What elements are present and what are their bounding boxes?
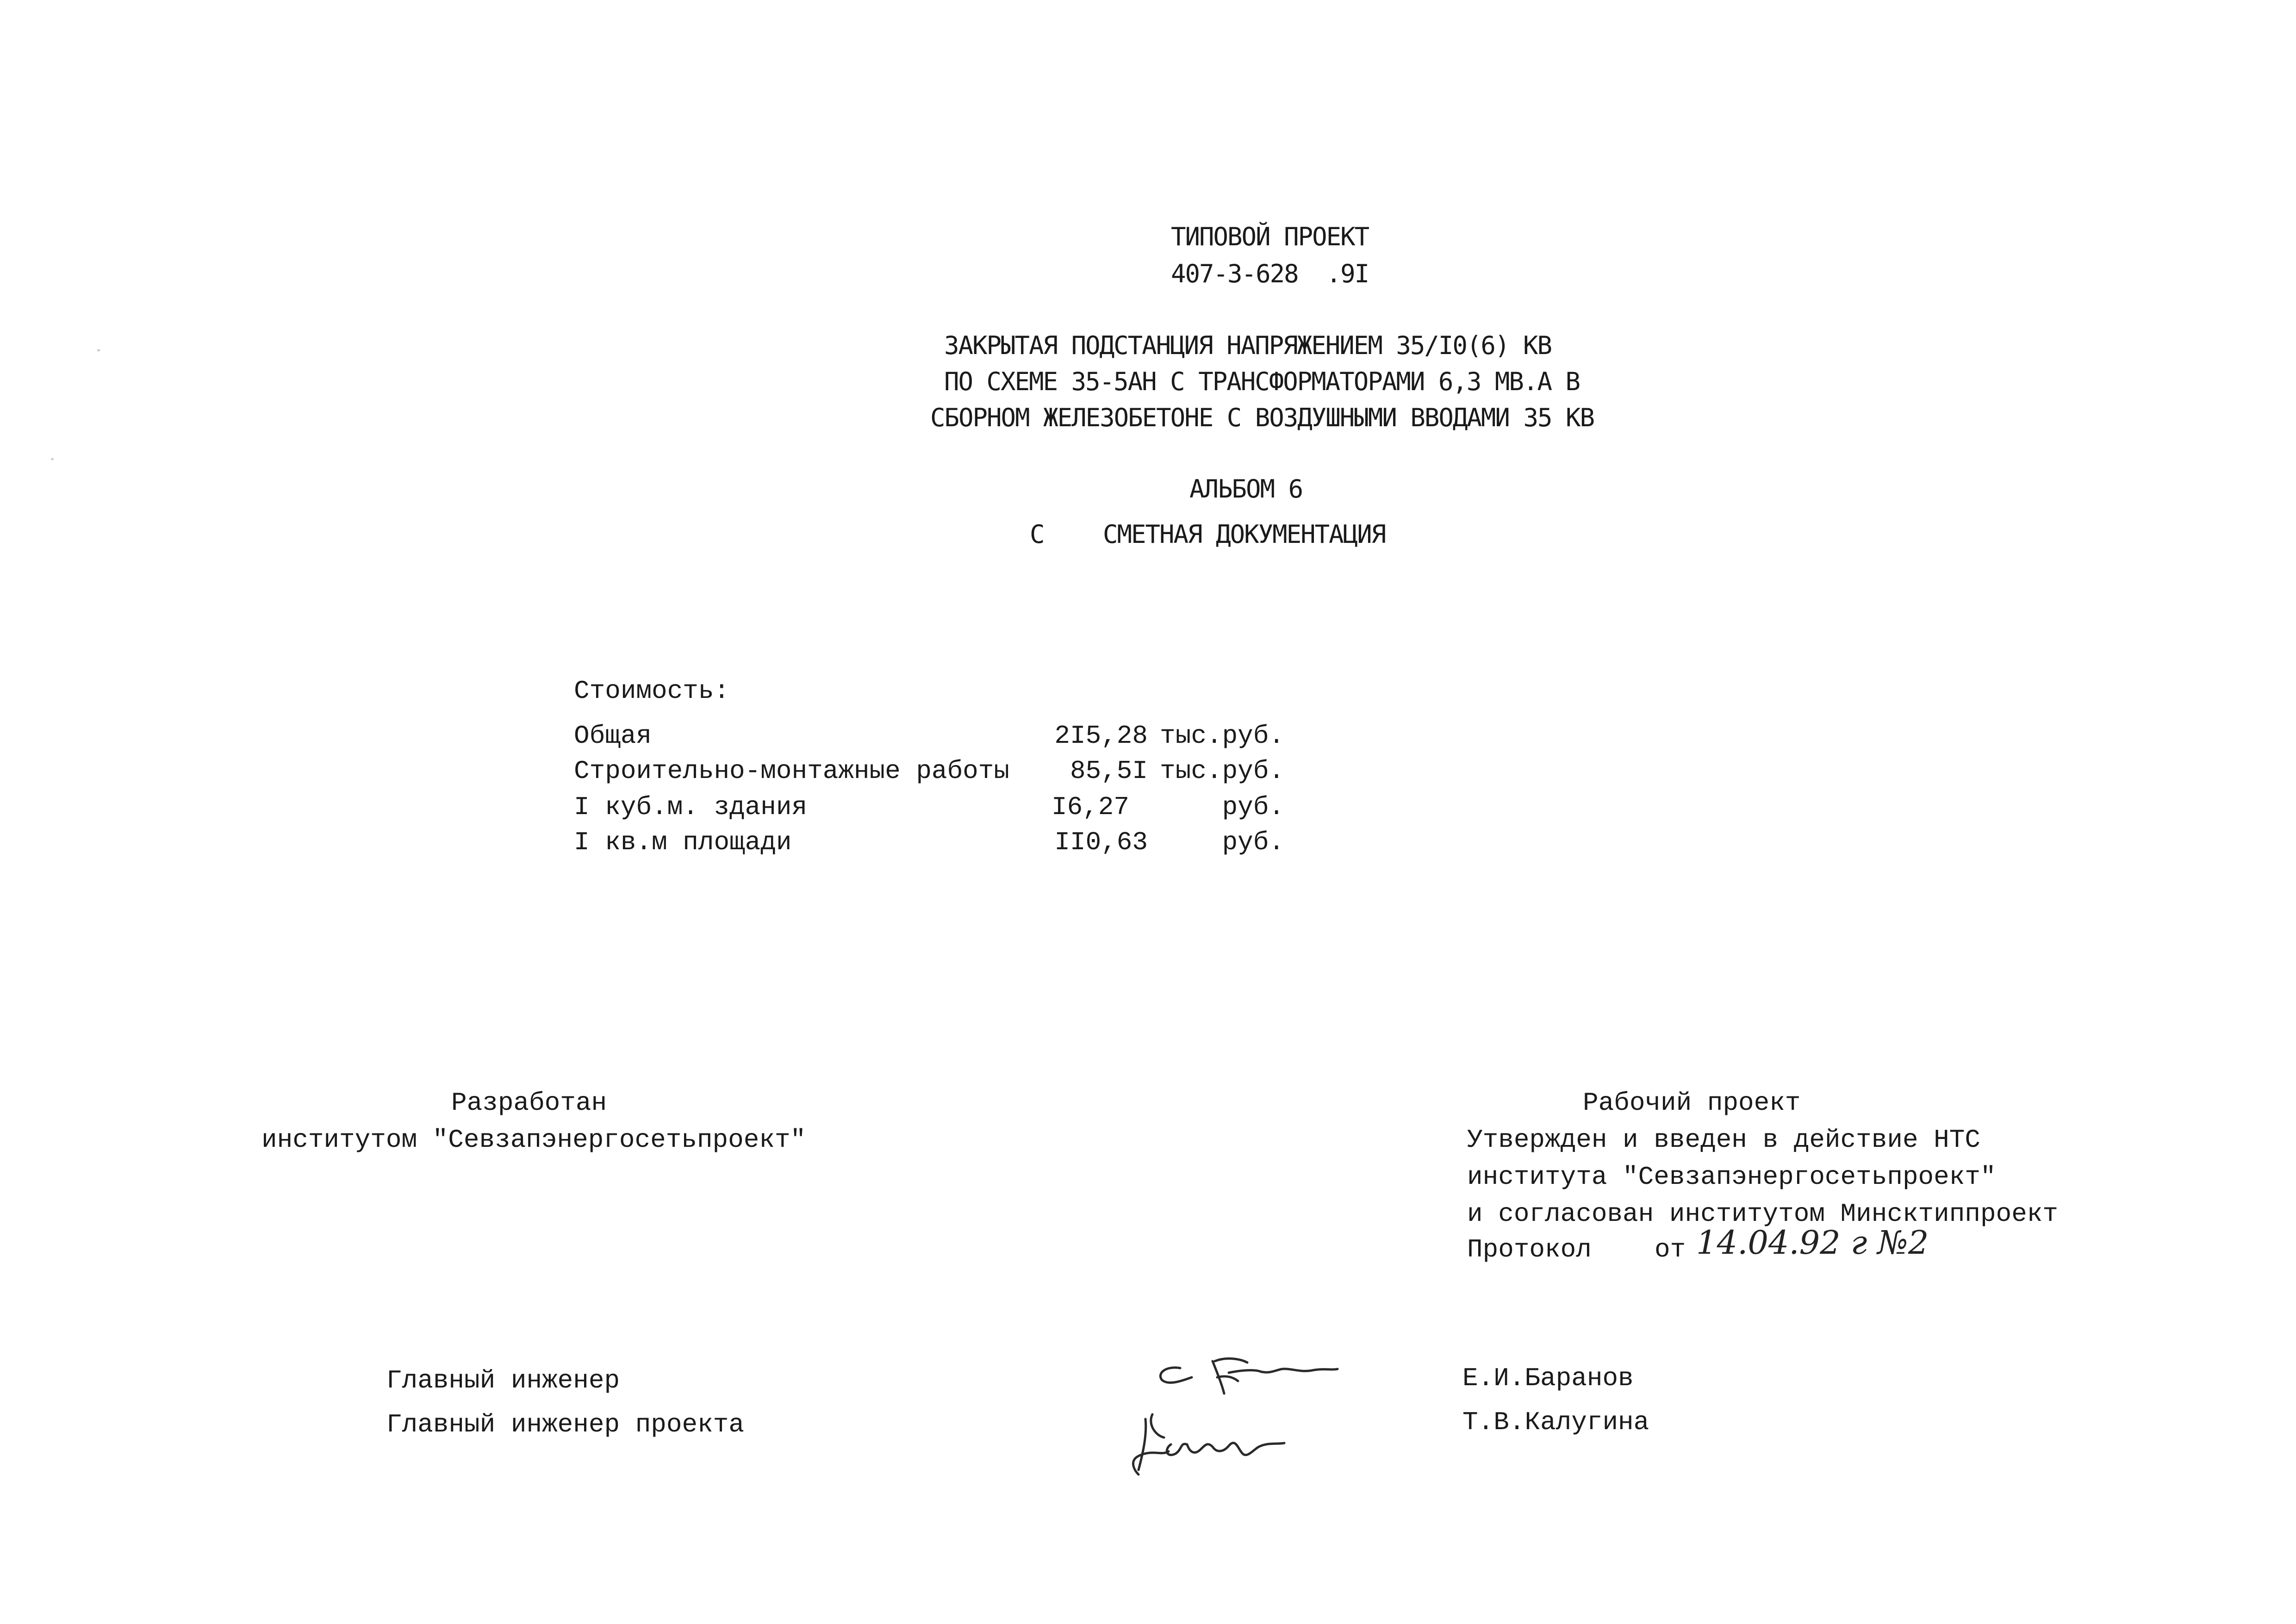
- cost-label: Общая: [574, 721, 652, 751]
- title-line-3: СБОРНОМ ЖЕЛЕЗОБЕТОНЕ С ВОЗДУШНЫМИ ВВОДАМИ 35 КВ: [930, 403, 1594, 432]
- approval-title: Рабочий проект: [1583, 1088, 1801, 1118]
- signature-role: Главный инженер: [386, 1366, 620, 1395]
- protocol-from: от: [1655, 1235, 1686, 1264]
- signature-name: Е.И.Баранов: [1462, 1363, 1634, 1393]
- cost-label: I кв.м площади: [574, 828, 792, 857]
- protocol-label: Протокол: [1467, 1235, 1592, 1264]
- developer-label: Разработан: [451, 1088, 607, 1118]
- signature-image: [1120, 1388, 1287, 1487]
- album-number: АЛЬБОМ 6: [1189, 474, 1303, 504]
- signature-role: Главный инженер проекта: [386, 1410, 744, 1439]
- signature-name: Т.В.Калугина: [1462, 1407, 1649, 1437]
- album-title: СМЕТНАЯ ДОКУМЕНТАЦИЯ: [1103, 520, 1386, 549]
- title-line-2: ПО СХЕМЕ 35-5АН С ТРАНСФОРМАТОРАМИ 6,3 МВ.А В: [944, 367, 1580, 396]
- cost-label: Строительно-монтажные работы: [574, 756, 1009, 786]
- cost-value: 2I5,28: [1054, 721, 1148, 751]
- developer-institute: институтом "Севзапэнергосетьпроект": [261, 1125, 806, 1155]
- cost-value: II0,63: [1054, 828, 1148, 857]
- protocol-handwritten-date: 14.04.92 г №2: [1696, 1224, 1929, 1262]
- approval-line-3: института "Севзапэнергосетьпроект": [1467, 1162, 1996, 1192]
- cost-unit: руб.: [1222, 828, 1284, 857]
- project-type: ТИПОВОЙ ПРОЕКТ: [1171, 222, 1369, 251]
- cost-unit: тыс.руб.: [1160, 721, 1284, 751]
- scan-speck: [97, 349, 100, 351]
- cost-heading: Стоимость:: [574, 676, 730, 706]
- approval-line-4: и согласован институтом Минсктиппроект: [1467, 1199, 2059, 1229]
- project-number: 407-3-628 .9I: [1171, 259, 1369, 288]
- cost-label: I куб.м. здания: [574, 792, 808, 822]
- cost-value: I6,27: [1051, 792, 1129, 822]
- scan-speck: [51, 458, 54, 460]
- cost-value: 85,5I: [1070, 756, 1148, 786]
- approval-line-2: Утвержден и введен в действие НТС: [1467, 1125, 1980, 1155]
- cost-unit: руб.: [1222, 792, 1284, 822]
- title-line-1: ЗАКРЫТАЯ ПОДСТАНЦИЯ НАПРЯЖЕНИЕМ 35/I0(6) КВ: [944, 331, 1551, 360]
- album-letter: С: [1030, 520, 1044, 549]
- cost-unit: тыс.руб.: [1160, 756, 1284, 786]
